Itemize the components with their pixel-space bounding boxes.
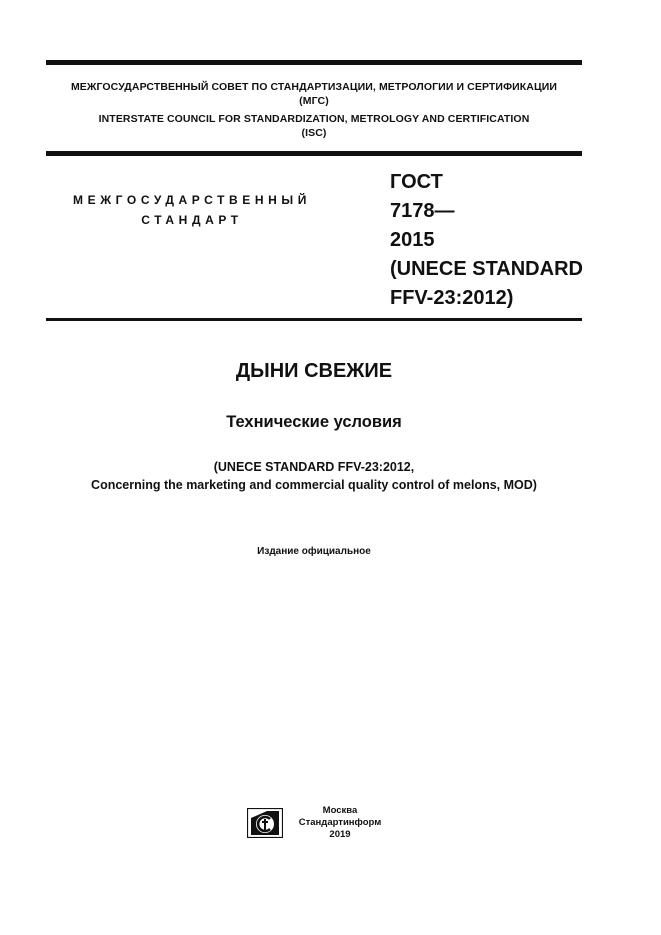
header-rule [46,151,582,156]
publisher-year: 2019 [329,829,351,840]
standard-type-line1: МЕЖГОСУДАРСТВЕННЫЙ [73,193,311,207]
council-name-en: INTERSTATE COUNCIL FOR STANDARDIZATION, METROLOGY AND CERTIFICATION [98,113,530,125]
designation-unece: (UNECE STANDARD [390,258,583,280]
document-title: ДЫНИ СВЕЖИЕ [235,360,393,382]
designation-year: 2015 [390,229,435,251]
standard-type-line2: СТАНДАРТ [141,213,243,227]
document-subtitle: Технические условия [226,413,402,431]
designation-block [390,168,583,313]
publisher-name: Стандартинформ [298,817,382,828]
designation-number: 7178— [390,200,455,222]
designation-gost: ГОСТ [390,171,443,193]
council-abbr-en: (ISC) [301,127,327,139]
council-name-ru: МЕЖГОСУДАРСТВЕННЫЙ СОВЕТ ПО СТАНДАРТИЗАЦИИ, МЕТРОЛОГИИ И СЕРТИФИКАЦИИ [70,81,558,93]
top-rule [46,60,582,65]
council-abbr-ru: (МГС) [299,95,329,107]
designation-ffv: FFV-23:2012) [390,287,514,309]
standartinform-logo-icon [247,808,283,838]
edition-label: Издание официальное [257,546,371,557]
designation-rule [46,318,582,321]
reference-line2: Concerning the marketing and commercial quality control of melons, MOD) [91,478,537,492]
reference-line1: (UNECE STANDARD FFV-23:2012, [213,460,415,474]
publisher-city: Москва [322,805,358,816]
